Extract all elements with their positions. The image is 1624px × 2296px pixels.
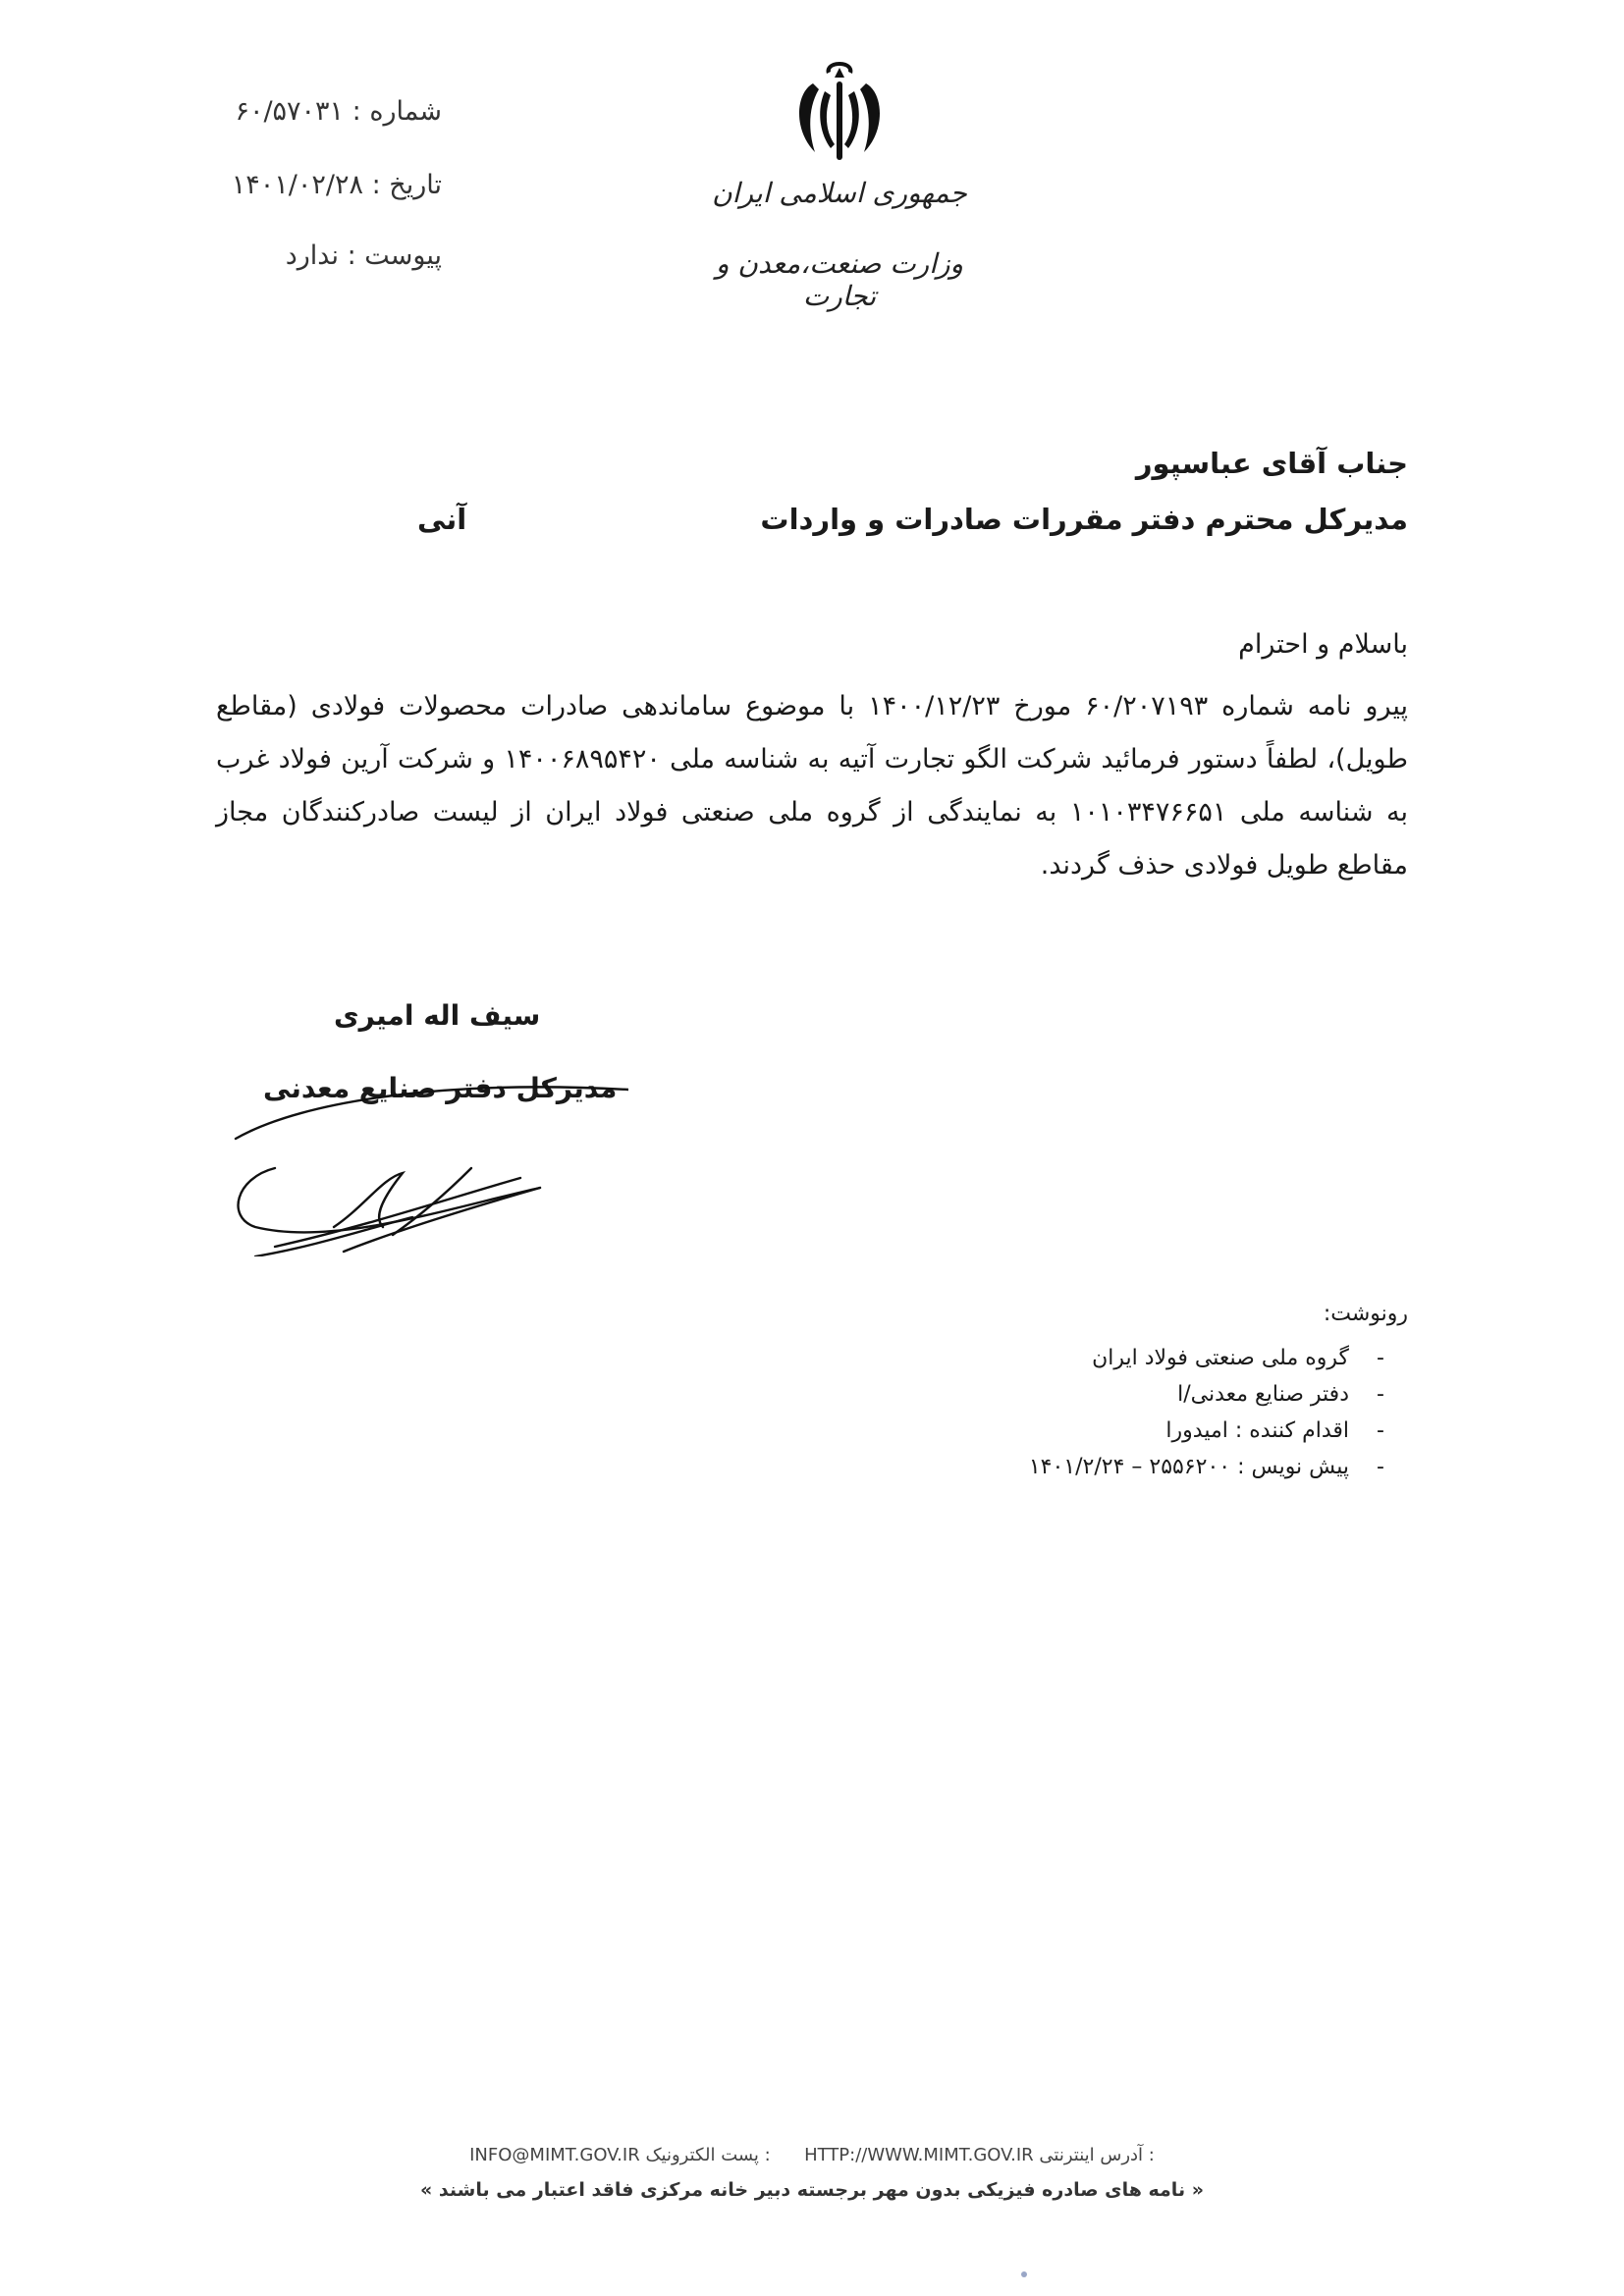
footer-website-label: : آدرس اینترنتی — [1039, 2145, 1155, 2165]
cc-section — [1029, 1296, 1408, 1485]
greeting-text: باسلام و احترام — [1238, 629, 1408, 660]
footer-email-label: : پست الکترونیک — [645, 2145, 771, 2165]
org-line-2: وزارت صنعت،معدن و تجارت — [715, 247, 964, 312]
letter-attachment-value: ندارد — [285, 240, 339, 271]
letter-number — [147, 96, 442, 127]
signatory-name: سیف اله امیری — [334, 999, 541, 1032]
letter-date — [147, 170, 442, 200]
recipient-name: جناب آقای عباسپور — [1135, 447, 1408, 480]
letter-date-value: ۱۴۰۱/۰۲/۲۸ — [231, 170, 363, 200]
footer-notice: « نامه های صادره فیزیکی بدون مهر برجسته دبیر خانه مرکزی فاقد اعتبار می باشند » — [420, 2179, 1204, 2201]
recipient-title: مدیرکل محترم دفتر مقررات صادرات و واردات — [760, 503, 1408, 536]
letter-number-value: ۶۰/۵۷۰۳۱ — [235, 96, 345, 127]
letter-attachment-label: پیوست : — [347, 240, 442, 271]
letter-number-label: شماره : — [352, 96, 442, 127]
letter-attachment — [147, 240, 442, 271]
signatory-title: مدیرکل دفتر صنایع معدنی — [263, 1072, 618, 1104]
decorative-dot — [1021, 2271, 1027, 2277]
cc-item: - اقدام کننده : امیدورا — [1029, 1413, 1408, 1449]
cc-item: - پیش نویس : ۲۵۵۶۲۰۰ – ۱۴۰۱/۲/۲۴ — [1029, 1449, 1408, 1485]
footer-website: HTTP://WWW.MIMT.GOV.IR — [804, 2145, 1034, 2165]
footer-email: INFO@MIMT.GOV.IR — [469, 2145, 640, 2165]
greeting — [216, 618, 1408, 671]
org-line-1: جمهوری اسلامی ایران — [712, 177, 967, 209]
footer-contact — [0, 2145, 1624, 2165]
cc-heading: رونوشت: — [1323, 1302, 1408, 1326]
letter-body-paragraph: پیرو نامه شماره ۶۰/۲۰۷۱۹۳ مورخ ۱۴۰۰/۱۲/۲۳ با موضوع ساماندهی صادرات محصولات فولادی (مقاطع طویل)، لطفاً دستور فرمائید شرکت الگو تجارت آتیه به شناسه ملی ۱۴۰۰۶۸۹۵۴۲۰ و شرکت آرین فولاد غرب به شناسه ملی ۱۰۱۰۳۴۷۶۶۵۱ به نمایندگی از گروه ملی صنعتی فولاد ایران از لیست صادرکنندگان مجاز مقاطع طویل فولادی حذف گردند. — [216, 691, 1409, 881]
iran-emblem-icon — [776, 54, 903, 172]
cc-item: - دفتر صنایع معدنی/ا — [1029, 1376, 1408, 1413]
cc-item: - گروه ملی صنعتی فولاد ایران — [1029, 1340, 1408, 1376]
letter-body — [216, 680, 1408, 892]
handwritten-signature — [216, 1060, 628, 1256]
letter-date-label: تاریخ : — [371, 170, 442, 200]
cc-list — [1029, 1340, 1408, 1485]
urgency-label: آنی — [417, 503, 467, 536]
